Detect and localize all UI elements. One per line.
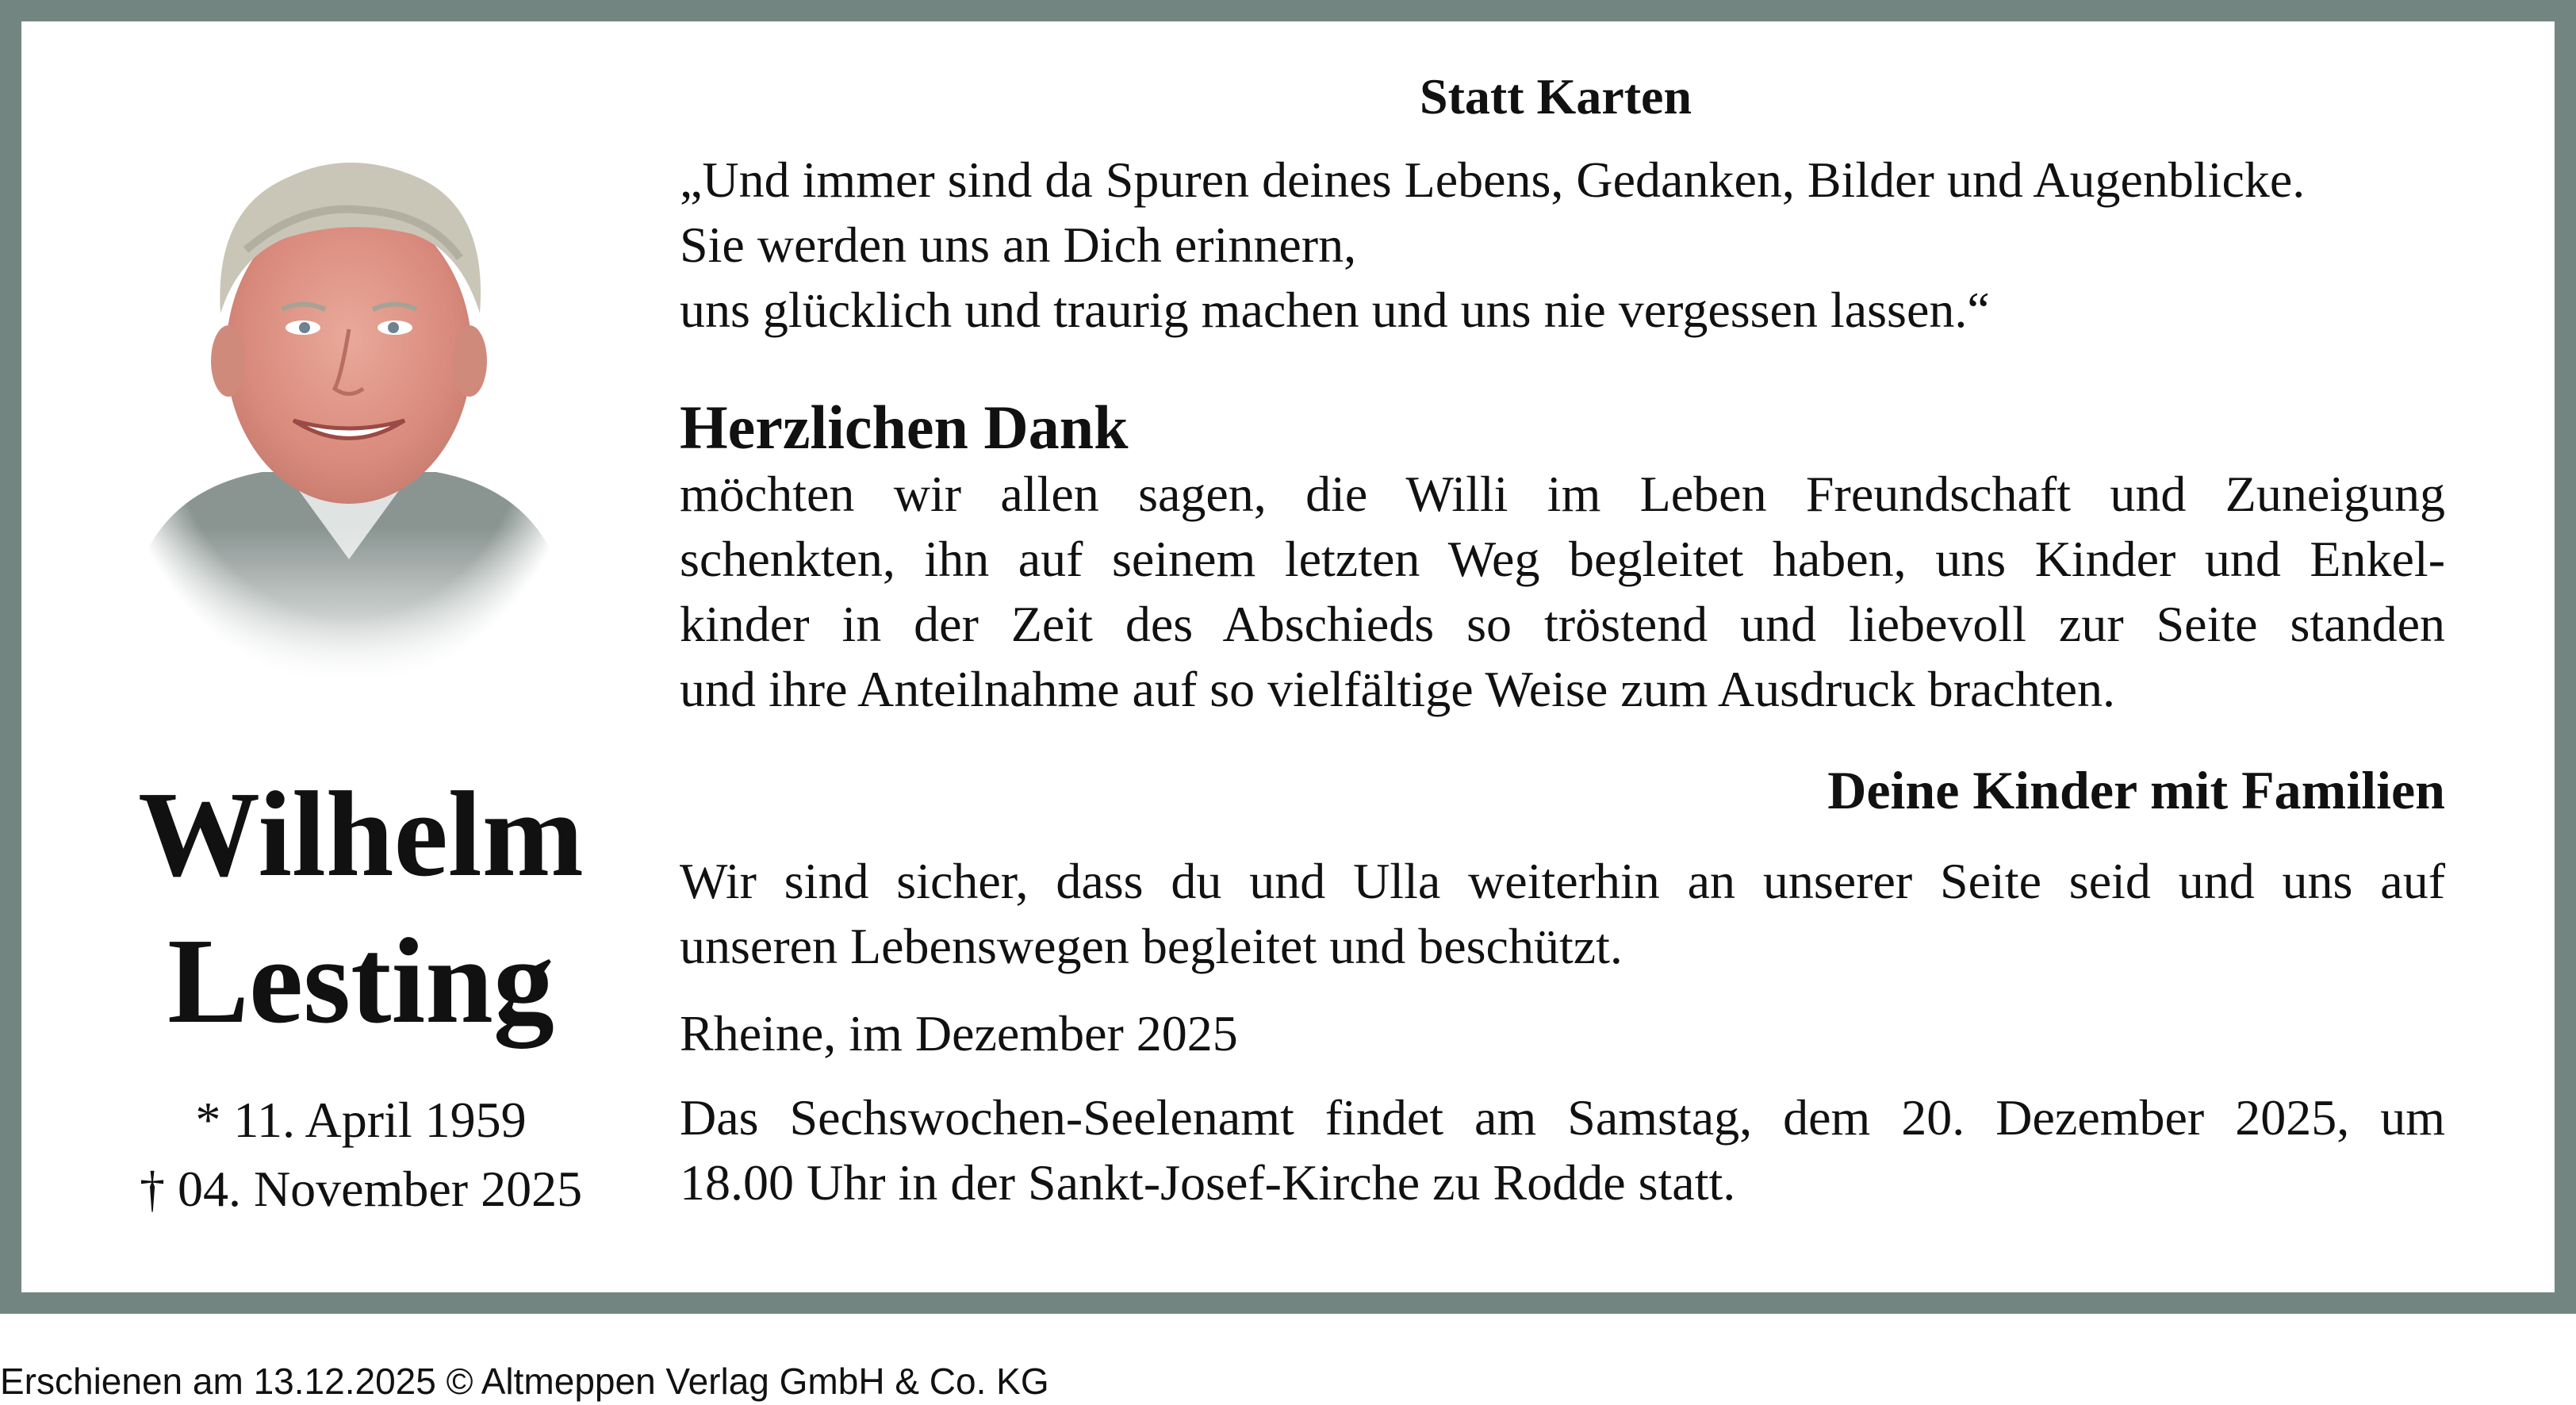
deceased-last-name: Lesting <box>167 914 554 1049</box>
mass-line: 18.00 Uhr in der Sankt-Josef-Kirche zu Rodde statt. <box>680 1154 1736 1211</box>
mass-announcement <box>680 1085 2445 1215</box>
thanks-line: kinder in der Zeit des Abschieds so tröstend und liebevoll zur Seite standen <box>680 596 2445 652</box>
quote-line: Sie werden uns an Dich erinnern, <box>680 217 1357 273</box>
publication-footer: Erschienen am 13.12.2025 © Altmeppen Verlag GmbH & Co. KG <box>0 1361 1049 1402</box>
assurance-line: unseren Lebenswegen begleitet und beschützt. <box>680 918 1623 974</box>
quote-line: „Und immer sind da Spuren deines Lebens, Gedanken, Bilder und Augenblicke. <box>680 152 2306 208</box>
mass-line: Das Sechswochen-Seelenamt findet am Samstag, dem 20. Dezember 2025, um <box>680 1089 2445 1146</box>
birth-date: * 11. April 1959 <box>195 1092 527 1148</box>
thanks-heading: Herzlichen Dank <box>680 393 1129 462</box>
thanks-paragraph <box>680 462 2445 722</box>
thanks-line: schenkten, ihn auf seinem letzten Weg begleitet haben, uns Kinder und Enkel- <box>680 531 2445 587</box>
assurance-paragraph <box>680 849 2445 979</box>
family-signature: Deine Kinder mit Familien <box>1827 760 2445 820</box>
portrait-photo <box>127 115 571 686</box>
deceased-first-name: Wilhelm <box>138 767 584 902</box>
quote-line: uns glücklich und traurig machen und uns nie vergessen lassen.“ <box>680 282 1990 338</box>
death-date: † 04. November 2025 <box>139 1161 583 1217</box>
thanks-line: und ihre Anteilnahme auf so vielfältige Weise zum Ausdruck brachten. <box>680 661 2116 717</box>
assurance-line: Wir sind sicher, dass du und Ulla weiterhin an unserer Seite seid und uns auf <box>680 853 2445 909</box>
place-date: Rheine, im Dezember 2025 <box>680 1005 1238 1061</box>
thanks-line: möchten wir allen sagen, die Willi im Leben Freundschaft und Zuneigung <box>680 466 2445 522</box>
statt-karten-title: Statt Karten <box>1420 68 1692 125</box>
quote-block <box>680 148 2445 343</box>
